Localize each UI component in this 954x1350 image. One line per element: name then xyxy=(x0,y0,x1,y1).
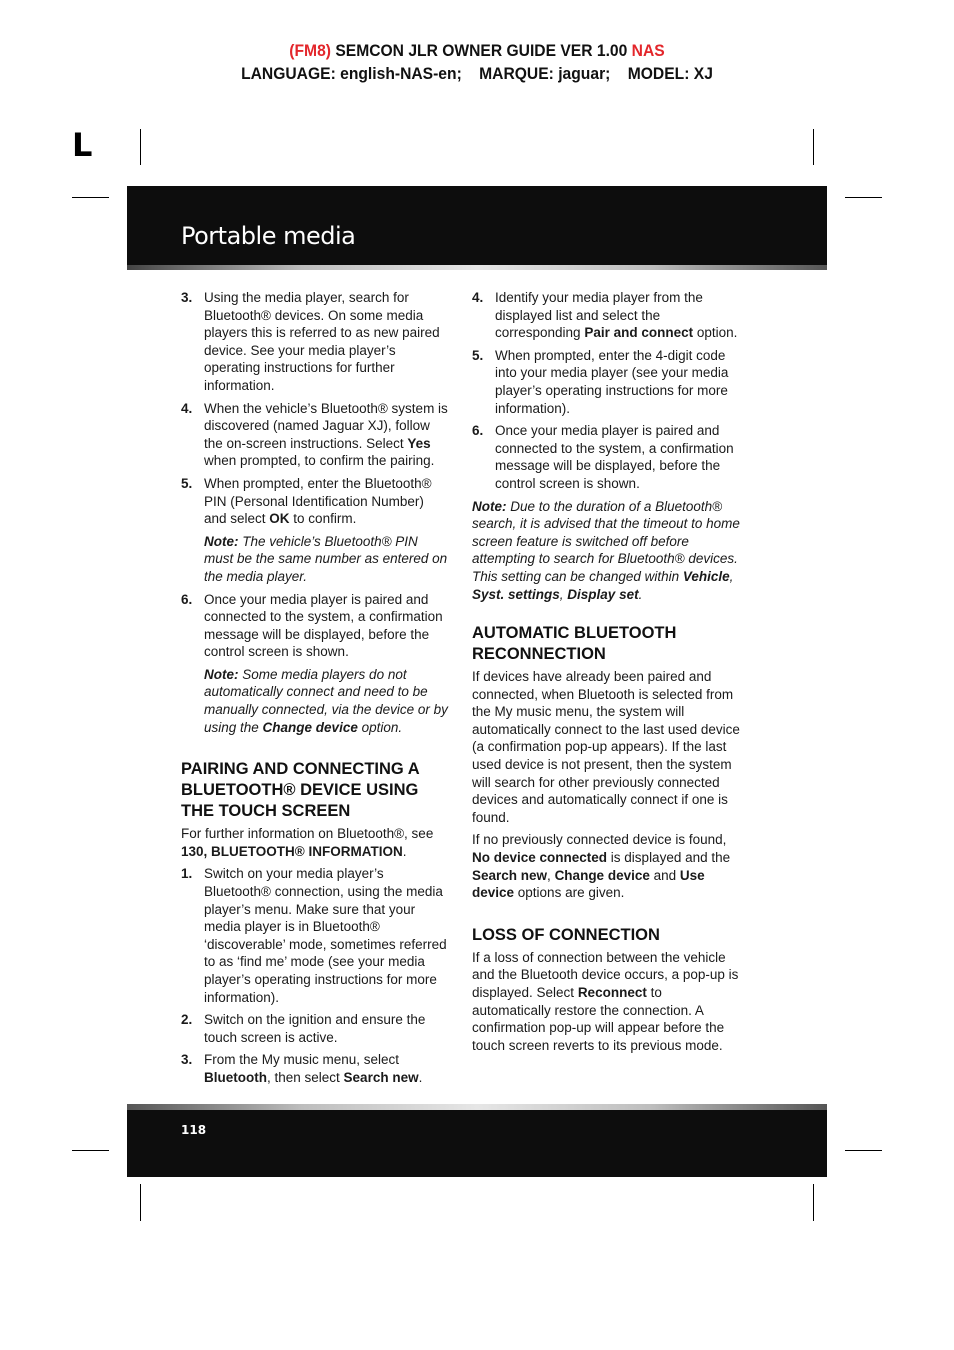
item-number: 4. xyxy=(472,290,484,305)
item-text: Identify your media player from the displayed list and select the corresponding xyxy=(495,290,703,341)
fm-code: (FM8) xyxy=(289,41,331,60)
paragraph xyxy=(472,831,740,901)
note-emphasis: Change device xyxy=(262,719,358,735)
note xyxy=(181,533,449,586)
list-item xyxy=(472,289,740,342)
guide-title: SEMCON JLR OWNER GUIDE VER 1.00 xyxy=(330,41,632,60)
item-number: 2. xyxy=(181,1012,193,1028)
list-item xyxy=(181,289,449,395)
item-emphasis: Bluetooth xyxy=(204,1069,267,1085)
note-emphasis: Vehicle xyxy=(682,568,730,584)
para-emphasis: No device connected xyxy=(472,850,608,866)
crop-mark xyxy=(845,197,882,198)
item-text: When prompted, enter the Bluetooth® PIN (Personal Identification Number) and select xyxy=(204,475,432,527)
item-emphasis: OK xyxy=(269,511,290,527)
item-number: 6. xyxy=(181,591,193,607)
crop-mark xyxy=(72,197,109,198)
item-emphasis: Pair and connect xyxy=(584,325,694,341)
item-text: Once your media player is paired and connected to the system, a confirmation message will be displayed, before the control screen is shown. xyxy=(495,423,734,491)
note xyxy=(181,666,449,736)
left-column xyxy=(181,289,449,1092)
item-text: Once your media player is paired and connected to the system, a confirmation message will be displayed, before the control screen is shown. xyxy=(204,591,443,660)
note-label: Note: xyxy=(472,498,507,514)
crop-mark xyxy=(813,129,814,165)
item-text: Switch on the ignition and ensure the touch screen is active. xyxy=(204,1012,426,1045)
note xyxy=(472,498,740,604)
section-heading: LOSS OF CONNECTION xyxy=(472,925,660,944)
item-text: . xyxy=(418,1069,423,1085)
document-header-line1 xyxy=(38,41,916,61)
list-item xyxy=(472,347,740,417)
item-number: 3. xyxy=(181,290,193,305)
page-mark-letter: L xyxy=(72,126,93,164)
item-text: to confirm. xyxy=(289,511,357,527)
item-text: From the My music menu, select xyxy=(204,1052,400,1068)
note-text: Some media players do not automatically connect and need to be manually connected, via the device or by using the xyxy=(204,666,448,735)
list-item xyxy=(181,475,449,528)
crop-mark xyxy=(845,1150,882,1151)
page-number: 118 xyxy=(181,1123,207,1137)
note-label: Note: xyxy=(204,666,239,682)
para-text: to automatically restore the connection. A confirmation pop-up will appear before the touch screen reverts to its previous mode. xyxy=(472,985,725,1053)
item-number: 1. xyxy=(181,866,193,882)
right-column xyxy=(472,289,740,1059)
list-item xyxy=(181,400,449,470)
item-text: When the vehicle’s Bluetooth® system is discovered (named Jaguar XJ), follow the on-screen instructions. Select xyxy=(204,400,448,451)
para-emphasis: Search new xyxy=(472,867,548,883)
note-label: Note: xyxy=(204,533,239,549)
crop-mark xyxy=(140,1184,141,1221)
note-text: , xyxy=(729,568,734,584)
item-number: 4. xyxy=(181,400,193,416)
item-number: 5. xyxy=(472,347,484,363)
para-text: If no previously connected device is found, xyxy=(472,832,727,848)
para-text: For further information on Bluetooth®, see xyxy=(181,826,434,842)
intro-paragraph xyxy=(181,825,449,860)
list-item xyxy=(181,1011,449,1046)
crop-mark xyxy=(813,1184,814,1221)
list-item xyxy=(472,422,740,492)
para-emphasis: Change device xyxy=(554,867,650,883)
crop-mark xyxy=(140,129,141,165)
note-text: , xyxy=(559,586,568,602)
item-text: Switch on your media player’s Bluetooth® connection, using the media player’s menu. Make sure that your media player is in Bluetooth® ‘discoverable’ mode, sometimes referred to as ‘find me’ mode (see your media player’s operating instructions for more information). xyxy=(204,866,447,1005)
item-text: Using the media player, search for Bluetooth® devices. On some media players this is referred to as new paired device. See your media player’s operating instructions for further information. xyxy=(204,290,440,393)
item-text: when prompted, to confirm the pairing. xyxy=(204,453,435,469)
item-number: 3. xyxy=(181,1052,193,1068)
para-emphasis: Reconnect xyxy=(577,985,647,1000)
para-text: . xyxy=(402,843,407,859)
list-item xyxy=(181,591,449,661)
paragraph: If devices have already been paired and connected, when Bluetooth is selected from the My music menu, the system will automatically connect to the last used device (a confirmation pop-up appears). If the last used device is not present, then the system will search for other previously connected devices and automatically connect if one is found. xyxy=(472,669,740,825)
item-text: , then select xyxy=(267,1069,344,1085)
para-emphasis: Use device xyxy=(472,867,705,901)
page-title: Portable media xyxy=(181,222,356,250)
note-emphasis: Display set xyxy=(567,586,639,602)
list-item xyxy=(181,1051,449,1086)
footer-band xyxy=(127,1104,827,1177)
paragraph xyxy=(472,949,740,1055)
section-heading: AUTOMATIC BLUETOOTH RECONNECTION xyxy=(472,624,677,664)
para-text: is displayed and the xyxy=(607,850,731,866)
para-text: and xyxy=(649,867,680,883)
list-item xyxy=(181,865,449,1006)
para-text: , xyxy=(547,867,555,883)
cross-reference: 130, BLUETOOTH® INFORMATION xyxy=(181,843,403,859)
item-emphasis: Yes xyxy=(407,435,431,451)
item-number: 6. xyxy=(472,423,484,439)
item-text: option. xyxy=(693,325,738,341)
region-code: NAS xyxy=(631,41,665,60)
item-emphasis: Search new xyxy=(343,1069,419,1085)
document-header-line2: LANGUAGE: english-NAS-en; MARQUE: jaguar; MODEL: XJ xyxy=(241,64,713,83)
para-text: If a loss of connection between the vehicle and the Bluetooth device occurs, a pop-up is displayed. Select xyxy=(472,949,739,1000)
note-text: The vehicle’s Bluetooth® PIN must be the same number as entered on the media player. xyxy=(204,533,448,584)
para-text: options are given. xyxy=(514,885,625,901)
note-text: . xyxy=(638,586,643,602)
note-text: Due to the duration of a Bluetooth® search, it is advised that the timeout to home screen feature is switched off before attempting to search for Bluetooth® devices. This setting can be changed within xyxy=(472,498,740,584)
item-text: When prompted, enter the 4-digit code into your media player (see your media player’s operating instructions for more information). xyxy=(495,347,729,416)
item-number: 5. xyxy=(181,475,193,491)
note-text: option. xyxy=(357,719,403,735)
note-emphasis: Syst. settings xyxy=(472,586,560,602)
crop-mark xyxy=(72,1150,109,1151)
section-heading: PAIRING AND CONNECTING A BLUETOOTH® DEVICE USING THE TOUCH SCREEN xyxy=(181,760,420,821)
